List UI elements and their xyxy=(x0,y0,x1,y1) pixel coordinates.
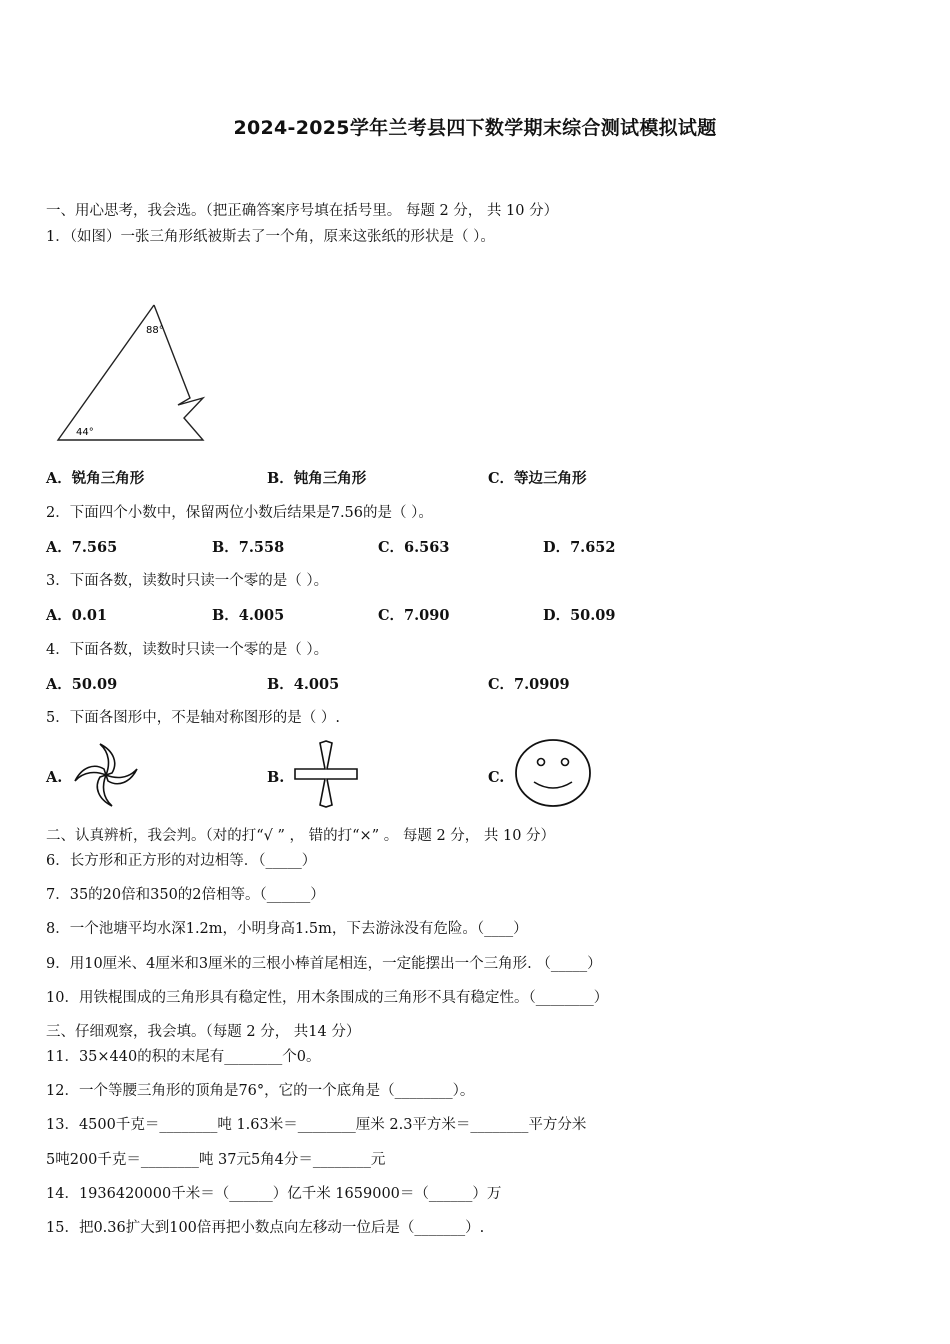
q2-option-b[interactable]: B．7.558 xyxy=(212,539,285,556)
question-15: 15．把0.36扩大到100倍再把小数点向左移动一位后是（_______）. xyxy=(46,1220,485,1236)
section3-heading: 三、仔细观察，我会填。（每题 2 分， 共14 分） xyxy=(46,1024,361,1040)
question-13-line2: 5吨200千克＝________吨 37元5角4分＝________元 xyxy=(46,1152,386,1168)
q2-option-a[interactable]: A．7.565 xyxy=(46,539,118,556)
q2-option-d[interactable]: D．7.652 xyxy=(543,539,616,556)
q1-option-a[interactable]: A．锐角三角形 xyxy=(46,470,145,487)
question-10: 10．用铁棍围成的三角形具有稳定性，用木条围成的三角形不具有稳定性。（________） xyxy=(46,990,609,1006)
q2-option-c[interactable]: C．6.563 xyxy=(378,539,450,556)
question-1: 1．（如图）一张三角形纸被斯去了一个角，原来这张纸的形状是（ ）。 xyxy=(46,229,495,245)
q4-option-b[interactable]: B．4.005 xyxy=(267,676,340,693)
q3-option-c[interactable]: C．7.090 xyxy=(378,607,450,624)
question-7: 7．35的20倍和350的2倍相等。（______） xyxy=(46,887,325,903)
question-3: 3．下面各数，读数时只读一个零的是（ ）。 xyxy=(46,573,329,589)
section2-heading: 二、认真辨析，我会判。（对的打“√ ” ， 错的打“×” 。 每题 2 分， 共 10 分） xyxy=(46,828,556,844)
angle-label-bottom: 44° xyxy=(76,427,94,438)
q4-option-a[interactable]: A．50.09 xyxy=(46,676,118,693)
q5-option-b[interactable]: B. xyxy=(267,769,285,786)
question-12: 12．一个等腰三角形的顶角是76°，它的一个底角是（________）。 xyxy=(46,1083,475,1099)
pinwheel-figure xyxy=(72,742,140,808)
question-11: 11．35×440的积的末尾有________个0。 xyxy=(46,1049,321,1065)
q1-option-c[interactable]: C．等边三角形 xyxy=(488,470,587,487)
smiley-face-figure xyxy=(514,738,592,808)
cross-star-figure xyxy=(293,740,359,808)
question-13-line1: 13．4500千克＝________吨 1.63米＝________厘米 2.3平方米＝________平方分米 xyxy=(46,1117,587,1133)
question-14: 14．1936420000千米＝（______）亿千米 1659000＝（______）万 xyxy=(46,1186,502,1202)
q3-option-b[interactable]: B．4.005 xyxy=(212,607,285,624)
question-4: 4．下面各数，读数时只读一个零的是（ ）。 xyxy=(46,642,329,658)
q1-option-b[interactable]: B．钝角三角形 xyxy=(267,470,367,487)
q5-option-c[interactable]: C. xyxy=(488,769,505,786)
q5-option-a[interactable]: A. xyxy=(46,769,63,786)
q3-option-d[interactable]: D．50.09 xyxy=(543,607,616,624)
question-2: 2．下面四个小数中，保留两位小数后结果是7.56的是（ ）。 xyxy=(46,505,433,521)
q4-option-c[interactable]: C．7.0909 xyxy=(488,676,570,693)
question-8: 8．一个池塘平均水深1.2m，小明身高1.5m，下去游泳没有危险。（____） xyxy=(46,921,528,937)
q3-option-a[interactable]: A．0.01 xyxy=(46,607,108,624)
section1-heading: 一、用心思考，我会选。（把正确答案序号填在括号里。 每题 2 分， 共 10 分） xyxy=(46,203,559,219)
question-6: 6．长方形和正方形的对边相等．（_____） xyxy=(46,853,317,869)
torn-triangle-figure xyxy=(50,300,220,450)
question-5: 5．下面各图形中，不是轴对称图形的是（ ）. xyxy=(46,710,340,726)
question-9: 9．用10厘米、4厘米和3厘米的三根小棒首尾相连，一定能摆出一个三角形. （_____） xyxy=(46,956,602,972)
angle-label-top: 88° xyxy=(146,325,164,336)
page-title: 2024-2025学年兰考县四下数学期末综合测试模拟试题 xyxy=(233,117,717,139)
